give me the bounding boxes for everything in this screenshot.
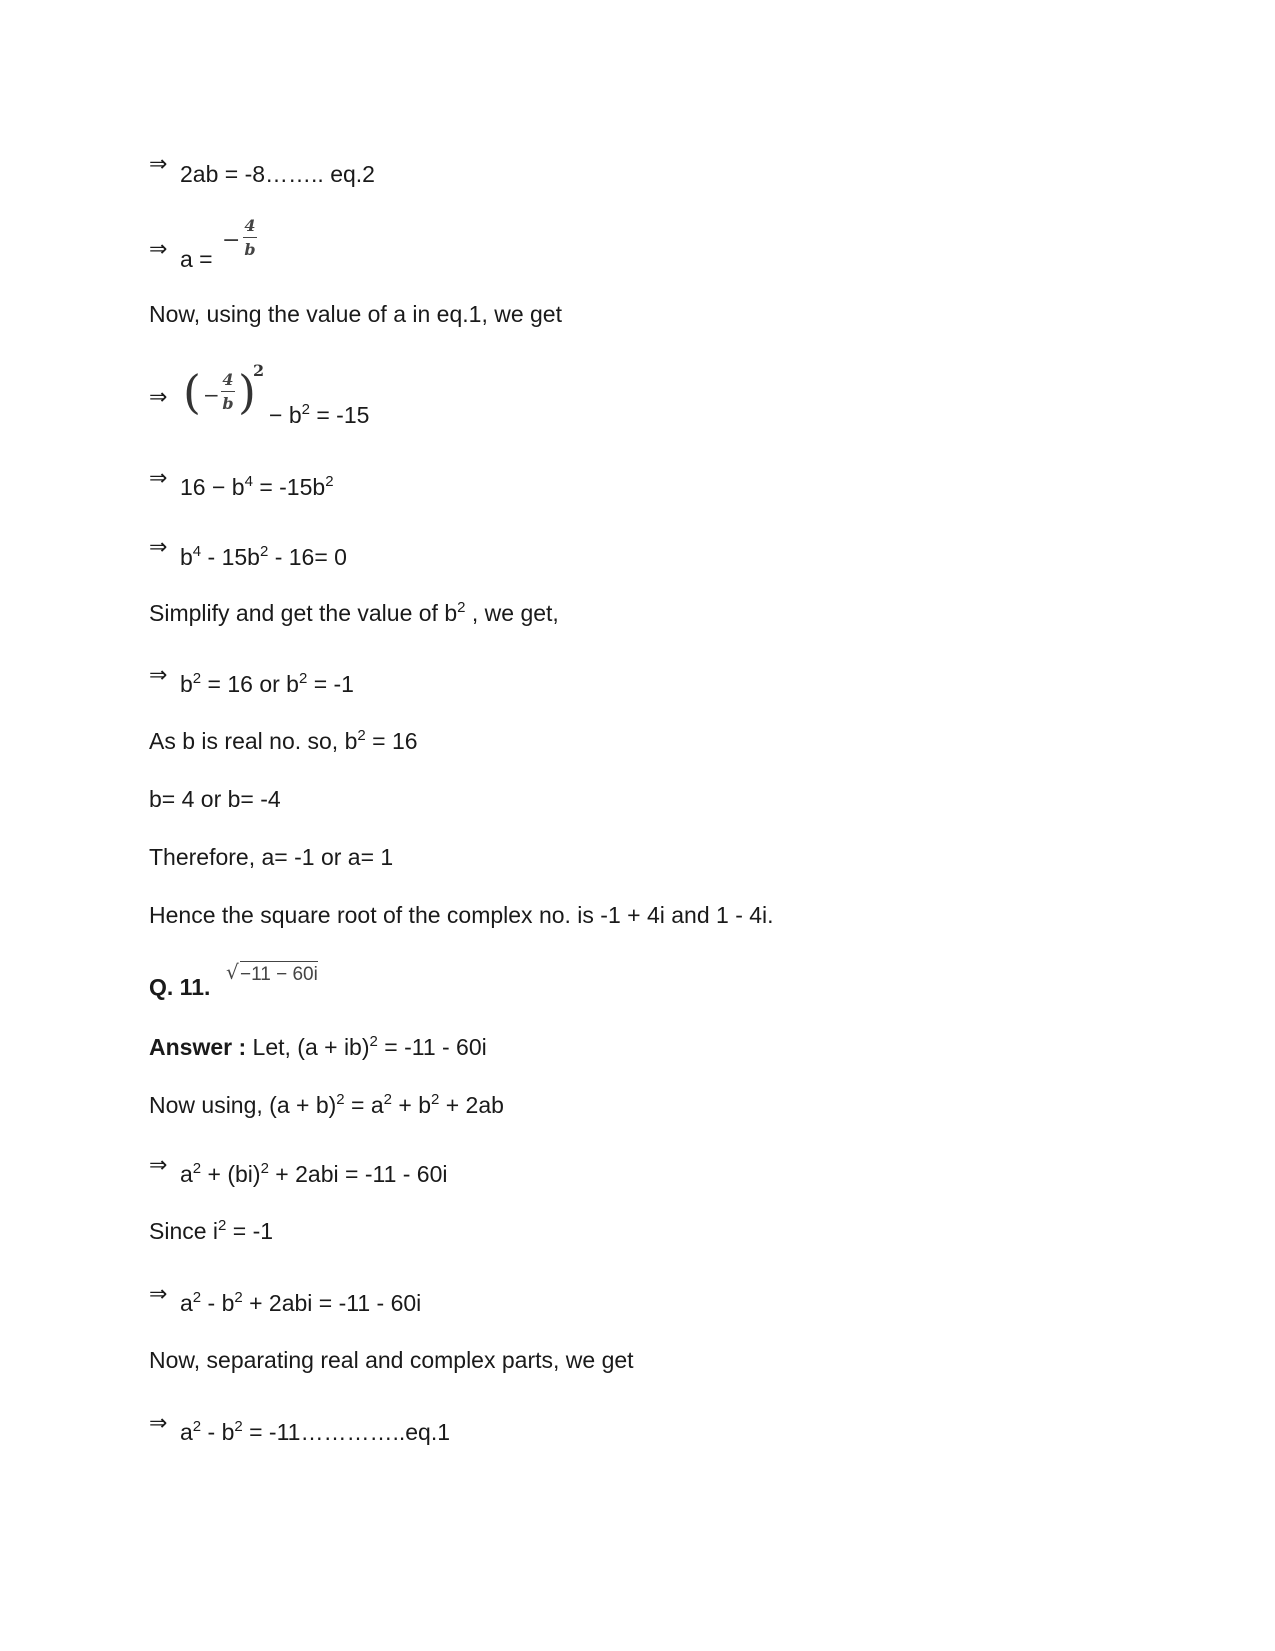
text: = -11 - 60i bbox=[377, 1034, 487, 1060]
superscript: 2 bbox=[457, 599, 466, 616]
equation-line-8 bbox=[180, 670, 354, 697]
equation-text: - b bbox=[201, 1290, 235, 1316]
superscript: 2 bbox=[260, 1160, 269, 1177]
answer-label: Answer : bbox=[149, 1034, 247, 1060]
equation-text: a bbox=[180, 1290, 193, 1316]
text-line-7 bbox=[149, 599, 559, 626]
equation-text: = -11…………..eq.1 bbox=[242, 1419, 451, 1445]
superscript: 2 bbox=[325, 473, 334, 490]
equation-text: - 16= 0 bbox=[268, 544, 347, 570]
implies-arrow-icon: ⇒ bbox=[149, 385, 168, 410]
fraction-bar bbox=[221, 391, 235, 392]
equation-text: = 16 or b bbox=[201, 671, 299, 697]
text-line-11: Therefore, a= -1 or a= 1 bbox=[149, 844, 394, 870]
fraction-denominator: b bbox=[244, 240, 256, 259]
text: + 2ab bbox=[439, 1092, 504, 1118]
implies-arrow-icon: ⇒ bbox=[149, 152, 168, 177]
text-line-9 bbox=[149, 727, 418, 754]
equation-line-20 bbox=[180, 1418, 451, 1445]
equation-text: - 15b bbox=[201, 544, 260, 570]
superscript: 2 bbox=[192, 1160, 202, 1177]
equation-line-1: 2ab = -8…….. eq.2 bbox=[180, 161, 375, 187]
equation-text: b bbox=[180, 544, 193, 570]
implies-arrow-icon: ⇒ bbox=[149, 663, 168, 688]
implies-arrow-icon: ⇒ bbox=[149, 535, 168, 560]
fraction-denominator: b bbox=[222, 394, 234, 413]
superscript: 2 bbox=[192, 670, 202, 687]
equation-text: + (bi) bbox=[201, 1161, 261, 1187]
text: Let, (a + ib) bbox=[246, 1034, 370, 1060]
text: = -1 bbox=[226, 1218, 274, 1244]
text: = 16 bbox=[365, 728, 418, 754]
superscript: 2 bbox=[192, 1418, 202, 1435]
implies-arrow-icon: ⇒ bbox=[149, 466, 168, 491]
fraction-bar bbox=[243, 237, 257, 238]
superscript: 2 bbox=[298, 670, 308, 687]
equation-text: = -15b bbox=[252, 474, 326, 500]
equation-line-18 bbox=[180, 1289, 422, 1316]
close-paren: ) bbox=[238, 365, 256, 419]
text: As b is real no. so, b bbox=[149, 728, 358, 754]
superscript: 2 bbox=[218, 1217, 227, 1234]
fraction-numerator: 4 bbox=[222, 370, 234, 389]
superscript: 2 bbox=[234, 1418, 243, 1435]
exponent: 2 bbox=[253, 361, 265, 380]
fraction-4-over-b bbox=[221, 370, 235, 413]
superscript: 2 bbox=[234, 1289, 243, 1306]
equation-text: a bbox=[180, 1161, 193, 1187]
text-line-12: Hence the square root of the complex no. is -1 + 4i and 1 - 4i. bbox=[149, 902, 774, 928]
text: Simplify and get the value of b bbox=[149, 600, 458, 626]
equation-text: 16 − b bbox=[180, 474, 245, 500]
sqrt-radicand: −11 − 60i bbox=[240, 961, 318, 986]
superscript: 4 bbox=[192, 543, 202, 560]
superscript: 2 bbox=[259, 543, 269, 560]
fraction-4-over-b bbox=[243, 216, 257, 259]
text: Now using, (a + b) bbox=[149, 1092, 337, 1118]
implies-arrow-icon: ⇒ bbox=[149, 1282, 168, 1307]
text-line-17 bbox=[149, 1217, 274, 1244]
text-line-3: Now, using the value of a in eq.1, we get bbox=[149, 301, 562, 327]
equation-text: - b bbox=[201, 1419, 235, 1445]
equation-line-2 bbox=[180, 248, 213, 271]
superscript: 2 bbox=[357, 727, 366, 744]
text: Since i bbox=[149, 1218, 219, 1244]
text-line-19: Now, separating real and complex parts, we get bbox=[149, 1347, 634, 1373]
equation-text: = -15 bbox=[309, 402, 370, 428]
implies-arrow-icon: ⇒ bbox=[149, 237, 168, 262]
equation-text: a bbox=[180, 1419, 193, 1445]
equation-text: − b bbox=[269, 402, 302, 428]
superscript: 2 bbox=[369, 1033, 378, 1050]
text: = a bbox=[344, 1092, 384, 1118]
equation-text: + 2abi = -11 - 60i bbox=[242, 1290, 422, 1316]
fraction-numerator: 4 bbox=[244, 216, 256, 235]
equation-line-16 bbox=[180, 1160, 448, 1187]
text: + b bbox=[391, 1092, 431, 1118]
superscript: 4 bbox=[244, 473, 253, 490]
text: , we get, bbox=[465, 600, 559, 626]
equation-line-5 bbox=[180, 473, 334, 500]
equation-text: + 2abi = -11 - 60i bbox=[268, 1161, 448, 1187]
implies-arrow-icon: ⇒ bbox=[149, 1153, 168, 1178]
answer-line bbox=[149, 1033, 487, 1060]
superscript: 2 bbox=[192, 1289, 202, 1306]
equation-line-6 bbox=[180, 543, 347, 570]
equation-text: b bbox=[180, 671, 193, 697]
equation-line-4 bbox=[269, 401, 370, 428]
superscript: 2 bbox=[336, 1091, 345, 1108]
superscript: 2 bbox=[431, 1091, 440, 1108]
implies-arrow-icon: ⇒ bbox=[149, 1411, 168, 1436]
superscript: 2 bbox=[301, 401, 310, 418]
open-paren: ( bbox=[183, 365, 201, 419]
fraction-minus-sign: − bbox=[222, 228, 241, 253]
superscript: 2 bbox=[383, 1091, 392, 1108]
equation-lhs: a = bbox=[180, 246, 213, 272]
question-label: Q. 11. bbox=[149, 974, 211, 1000]
fraction-minus-sign: − bbox=[203, 383, 220, 407]
equation-text: = -1 bbox=[307, 671, 354, 697]
sqrt-icon: √ bbox=[226, 960, 239, 984]
text-line-10: b= 4 or b= -4 bbox=[149, 786, 281, 812]
text-line-15 bbox=[149, 1091, 504, 1118]
